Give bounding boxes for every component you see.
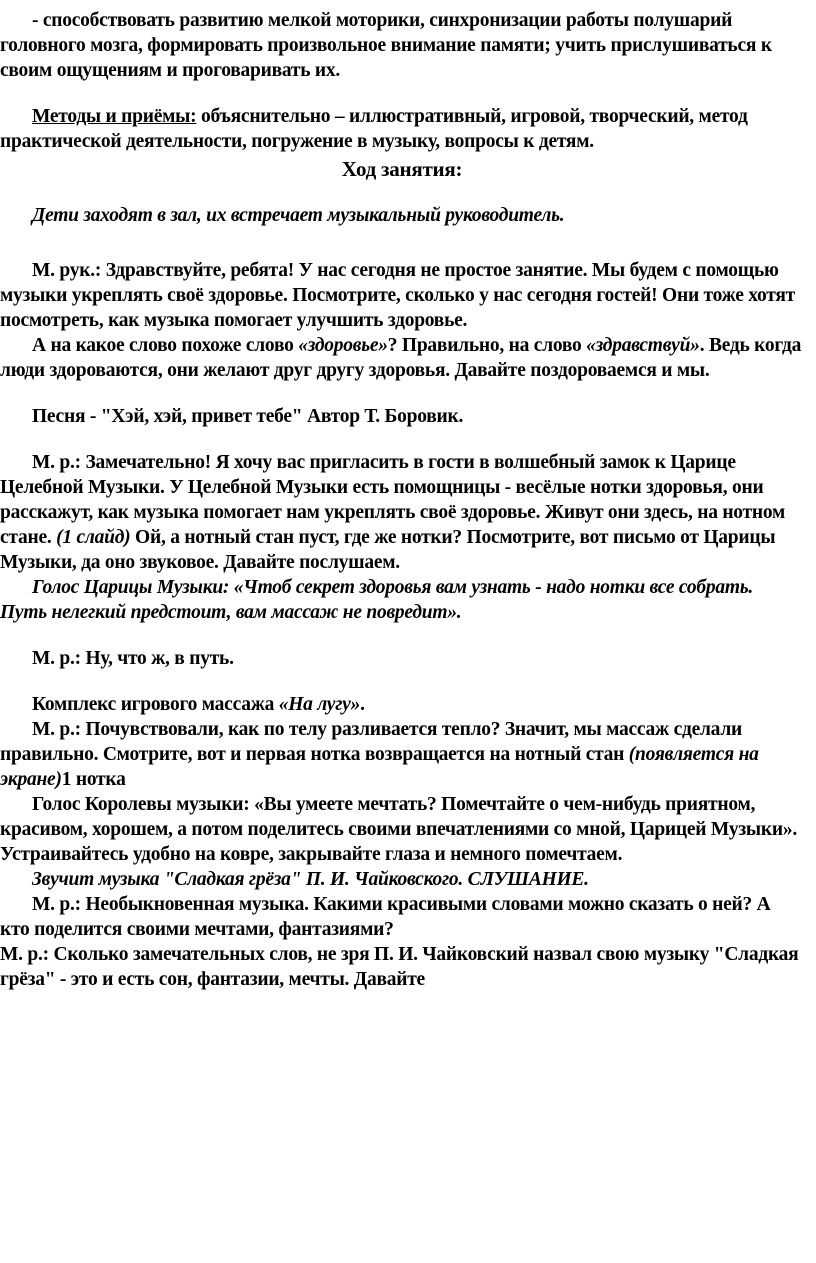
text-run: Ой, а нотный стан пуст, где же нотки? Посмотрите, вот письмо от Царицы Музыки, да оно звуковое. Давайте послушаем. (0, 527, 776, 573)
greeting-paragraph (0, 258, 804, 333)
speaker-label: М. р.: (32, 648, 81, 669)
song-paragraph: Песня - "Хэй, хэй, привет тебе" Автор Т. Боровик. (32, 406, 464, 427)
text-run: Почувствовали, как по телу разливается тепло? Значит, мы массаж сделали правильно. Смотрите, вот и первая нотка возвращается на нотный стан (0, 719, 743, 765)
text-run-italic: (1 слайд) (56, 527, 131, 548)
castle-paragraph (0, 450, 804, 575)
health-word-paragraph (0, 333, 804, 383)
text-run: Замечательно! Я хочу вас пригласить в гости в волшебный замок к Царице Целебной Музыки. У Целебной Музыки есть помощницы - весёлые нотки здоровья, они расскажут, как музыка помогает нам укреплять своё здоровье. Живут они здесь, на нотном стане. (0, 452, 786, 548)
closing-text: Сколько замечательных слов, не зря П. И. Чайковский назвал свою музыку "Сладкая грёза" - это и есть сон, фантазии, мечты. Давайте (0, 944, 799, 990)
greeting-text: Здравствуйте, ребята! У нас сегодня не простое занятие. Мы будем с помощью музыки укреплять своё здоровье. Посмотрите, сколько у нас сегодня гостей! Они тоже хотят посмотреть, как музыка помогает улучшить здоровье. (0, 260, 796, 331)
speaker-label: М. р.: (32, 894, 81, 915)
listening-paragraph: Звучит музыка "Сладкая грёза" П. И. Чайковского. СЛУШАНИЕ. (32, 869, 589, 890)
goal-paragraph: - способствовать развитию мелкой моторики, синхронизации работы полушарий головного мозга, формировать произвольное внимание памяти; учить прислушиваться к своим ощущениям и проговаривать их. (0, 10, 772, 81)
text-run-italic: (появляется на экране) (0, 744, 759, 790)
text-run: . (360, 694, 365, 715)
first-note-paragraph (0, 717, 804, 792)
music-discussion-paragraph (0, 892, 804, 942)
methods-label: Методы и приёмы: (32, 106, 197, 127)
speaker-label: М. р.: (32, 719, 81, 740)
text-run-italic: «На лугу» (278, 694, 361, 715)
document-page (0, 8, 804, 992)
lesson-heading: Ход занятия: (341, 157, 463, 181)
text-run-italic: «здравствуй» (586, 335, 700, 356)
speaker-label: М. рук.: (32, 260, 102, 281)
on-the-way-text: Ну, что ж, в путь. (80, 648, 234, 669)
stage-direction-enter: Дети заходят в зал, их встречает музыкальный руководитель. (32, 205, 565, 226)
text-run: Комплекс игрового массажа (32, 694, 279, 715)
text-run: 1 нотка (61, 769, 126, 790)
text-run-italic: «здоровье» (298, 335, 388, 356)
text-run: . Ведь когда люди здороваются, они желают друг другу здоровья. Давайте поздороваемся и мы. (0, 335, 802, 381)
closing-paragraph (0, 942, 804, 992)
methods-text: объяснительно – иллюстративный, игровой, творческий, метод практической деятельности, погружение в музыку, вопросы к детям. (0, 106, 748, 152)
speaker-label: М. р.: (0, 944, 49, 965)
music-discussion-text: Необыкновенная музыка. Какими красивыми словами можно сказать о ней? А кто поделится своими мечтами, фантазиями? (0, 894, 771, 940)
speaker-label: М. р.: (32, 452, 81, 473)
dream-paragraph: Голос Королевы музыки: «Вы умеете мечтать? Помечтайте о чем-нибудь приятном, красивом, хорошем, а потом поделитесь своими впечатлениями со мной, Царицей Музыки». Устраивайтесь удобно на ковре, закрывайте глаза и немного помечтаем. (0, 794, 797, 865)
on-the-way-paragraph (0, 646, 804, 671)
text-run: А на какое слово похоже слово (32, 335, 299, 356)
text-run: ? Правильно, на слово (387, 335, 587, 356)
queen-voice-paragraph: Голос Царицы Музыки: «Чтоб секрет здоровья вам узнать - надо нотки все собрать. Путь нелегкий предстоит, вам массаж не повредит». (0, 577, 754, 623)
methods-paragraph (0, 104, 804, 154)
massage-paragraph (0, 692, 804, 717)
